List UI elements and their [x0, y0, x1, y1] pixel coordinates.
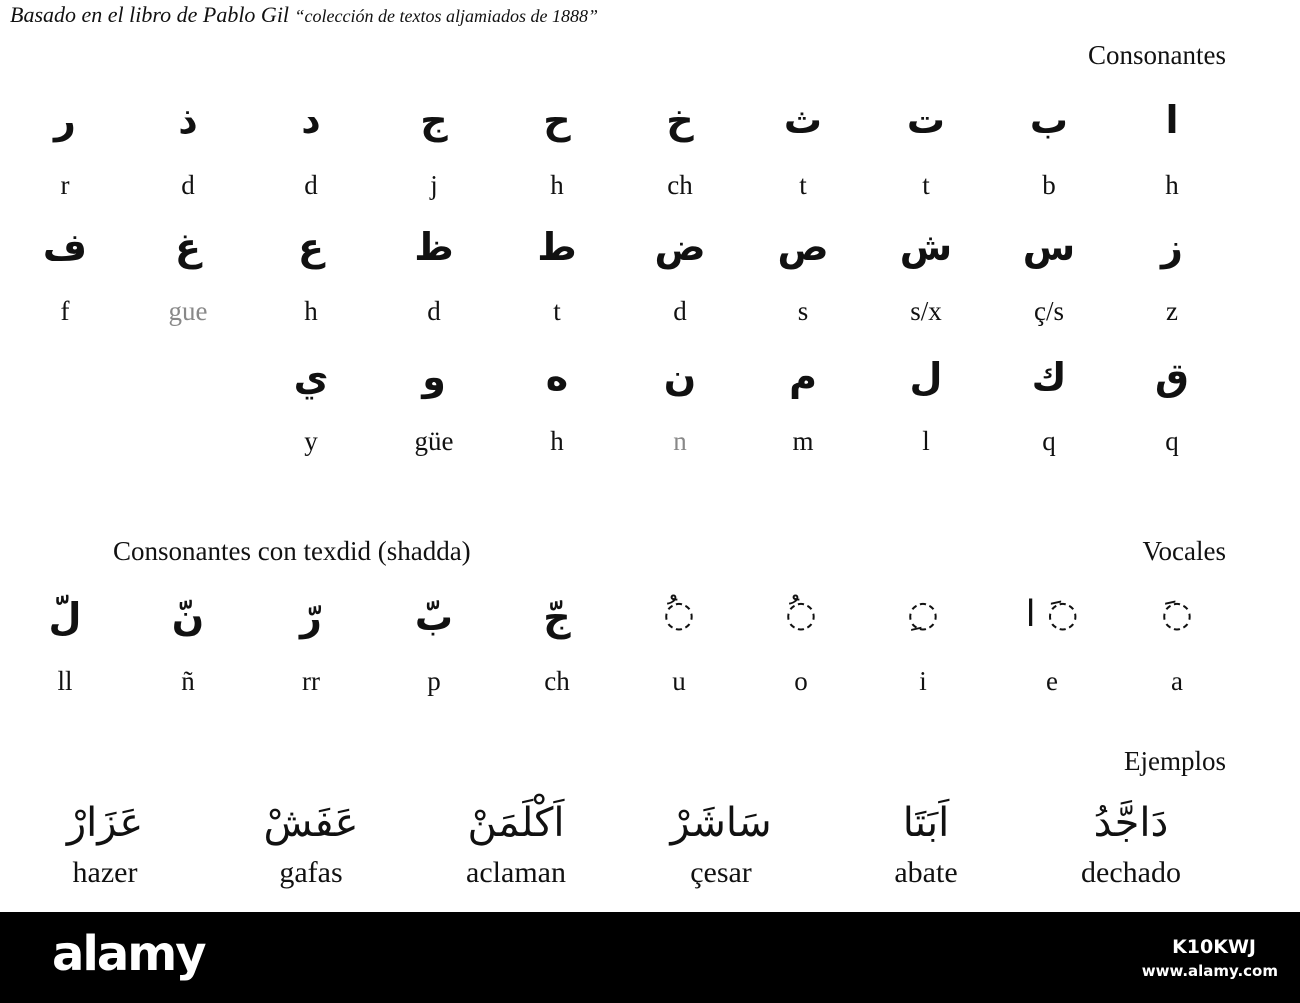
- example-word: [421, 793, 611, 893]
- vowel-glyph: ◌َ: [1161, 594, 1193, 635]
- consonant-transliteration: n: [673, 426, 687, 456]
- consonant-transliteration: d: [673, 296, 687, 326]
- vowel-transliteration: i: [919, 666, 927, 696]
- consonant-glyph: ث: [783, 98, 823, 142]
- consonant-transliteration: h: [550, 170, 564, 200]
- example-transliteration: gafas: [279, 856, 343, 889]
- example-arabic: سَاشَرْ: [670, 800, 772, 846]
- example-arabic: دَاجَّدُ: [1093, 800, 1169, 846]
- consonant-glyph: ش: [899, 225, 953, 269]
- example-transliteration: hazer: [72, 856, 138, 889]
- consonant-glyph: ق: [1155, 355, 1189, 399]
- vowel-transliteration: u: [672, 666, 686, 696]
- consonant-transliteration: t: [922, 170, 930, 200]
- examples-heading: Ejemplos: [1124, 746, 1226, 776]
- consonant-glyph: ل: [909, 355, 943, 399]
- consonant-transliteration: y: [304, 426, 318, 456]
- vowel-glyph: ◌ُ: [663, 594, 695, 635]
- consonant-glyph: س: [1022, 225, 1076, 269]
- consonant-transliteration: j: [430, 170, 438, 200]
- image-id: K10KWJ: [1172, 936, 1256, 958]
- vowel-transliteration: a: [1171, 666, 1183, 696]
- example-word: [216, 793, 406, 893]
- shadda-transliteration: ch: [544, 666, 570, 696]
- example-arabic: اَبَتَا: [902, 800, 950, 846]
- shadda-heading: Consonantes con texdid (shadda): [113, 536, 471, 566]
- consonant-transliteration: ç/s: [1034, 296, 1064, 326]
- consonant-transliteration: s: [797, 296, 809, 326]
- example-word: [1036, 793, 1226, 893]
- vowel-glyph: ◌ِ: [907, 594, 939, 635]
- consonant-transliteration: h: [304, 296, 318, 326]
- consonant-glyph: ز: [1161, 225, 1183, 269]
- consonant-glyph: خ: [666, 98, 694, 142]
- consonant-transliteration: d: [304, 170, 318, 200]
- shadda-glyph: لّ: [48, 595, 82, 639]
- source-credit: [10, 2, 598, 28]
- example-word: [626, 793, 816, 893]
- consonant-transliteration: q: [1165, 426, 1179, 456]
- consonant-glyph: و: [422, 355, 446, 399]
- consonant-glyph: ك: [1031, 355, 1067, 399]
- consonant-glyph: ض: [654, 225, 706, 269]
- consonant-glyph: ط: [537, 225, 577, 269]
- consonant-glyph: ي: [293, 355, 329, 399]
- vowel-glyph: ◌َ ا: [1025, 594, 1079, 635]
- shadda-glyph: رّ: [300, 595, 322, 639]
- consonant-glyph: ه: [545, 355, 569, 399]
- consonant-transliteration: gue: [168, 296, 208, 326]
- consonant-glyph: ج: [420, 98, 448, 142]
- consonant-transliteration: q: [1042, 426, 1056, 456]
- consonant-transliteration: b: [1042, 170, 1056, 200]
- consonant-transliteration: ch: [667, 170, 693, 200]
- alamy-logo: alamy: [52, 926, 205, 982]
- consonant-glyph: ا: [1165, 98, 1179, 142]
- example-arabic: اَكْلَمَنْ: [467, 800, 565, 846]
- consonant-glyph: ذ: [178, 98, 198, 142]
- consonant-glyph: ظ: [414, 225, 454, 269]
- watermark-bar: [0, 912, 1300, 1003]
- consonant-transliteration: s/x: [910, 296, 942, 326]
- consonant-glyph: ن: [663, 355, 697, 399]
- example-arabic: عَفَشْ: [263, 800, 359, 846]
- consonant-transliteration: h: [550, 426, 564, 456]
- example-transliteration: aclaman: [466, 856, 566, 889]
- example-word: [10, 793, 200, 893]
- example-transliteration: dechado: [1081, 856, 1181, 889]
- consonant-glyph: ت: [906, 98, 946, 142]
- shadda-glyph: نّ: [171, 595, 205, 639]
- shadda-transliteration: ñ: [181, 666, 195, 696]
- consonant-transliteration: l: [922, 426, 930, 456]
- consonant-glyph: د: [301, 98, 321, 142]
- consonant-transliteration: f: [60, 296, 70, 326]
- example-transliteration: çesar: [690, 856, 752, 889]
- shadda-glyph: بّ: [414, 595, 454, 639]
- vowels-heading: Vocales: [1142, 536, 1226, 566]
- consonant-glyph: ب: [1029, 98, 1069, 142]
- shadda-transliteration: p: [427, 666, 441, 696]
- watermark-url: www.alamy.com: [1141, 962, 1278, 980]
- example-arabic: عَزَارْ: [66, 800, 144, 846]
- consonant-transliteration: güe: [414, 426, 454, 456]
- credit-book-title: “colección de textos aljamiados de 1888”: [294, 6, 598, 26]
- consonant-glyph: ص: [777, 225, 829, 269]
- consonant-transliteration: r: [60, 170, 70, 200]
- consonant-transliteration: z: [1166, 296, 1178, 326]
- vowel-transliteration: o: [794, 666, 808, 696]
- consonant-transliteration: m: [792, 426, 814, 456]
- consonant-glyph: ع: [298, 225, 324, 269]
- consonant-glyph: غ: [175, 225, 201, 269]
- vowel-glyph: ◌ُ: [785, 594, 817, 635]
- credit-text: Basado en el libro de Pablo Gil: [10, 2, 295, 27]
- consonant-glyph: ف: [42, 225, 88, 269]
- shadda-transliteration: ll: [57, 666, 73, 696]
- example-word: [831, 793, 1021, 893]
- consonant-transliteration: d: [427, 296, 441, 326]
- consonant-glyph: م: [789, 355, 817, 399]
- consonants-heading: Consonantes: [1088, 40, 1226, 70]
- consonant-transliteration: h: [1165, 170, 1179, 200]
- consonant-glyph: ح: [543, 98, 571, 142]
- consonant-glyph: ر: [54, 98, 76, 142]
- shadda-glyph: جّ: [543, 595, 571, 639]
- consonant-transliteration: t: [799, 170, 807, 200]
- example-transliteration: abate: [894, 856, 958, 889]
- vowel-transliteration: e: [1046, 666, 1058, 696]
- consonant-transliteration: d: [181, 170, 195, 200]
- shadda-transliteration: rr: [302, 666, 320, 696]
- consonant-transliteration: t: [553, 296, 561, 326]
